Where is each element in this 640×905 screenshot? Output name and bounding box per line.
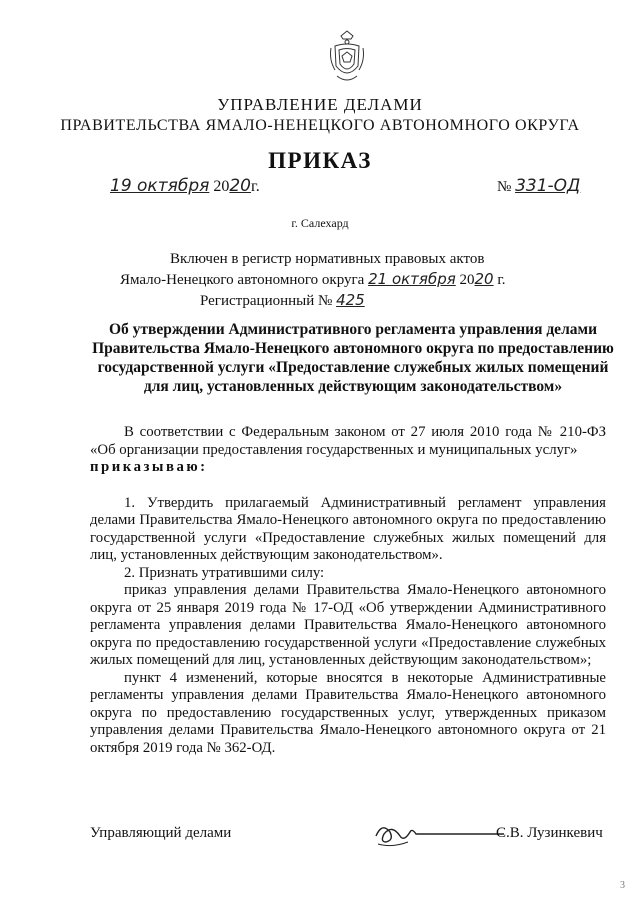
intro-paragraph: В соответствии с Федеральным законом от 27 июля 2010 года № 210-ФЗ «Об организации предоставления государственных и муниципальных услуг» xyxy=(90,424,606,458)
registration-date: 21 октября xyxy=(368,270,456,288)
city: г. Салехард xyxy=(291,216,349,230)
order-word: приказываю: xyxy=(90,459,208,475)
order-date xyxy=(110,176,260,196)
item-1: 1. Утвердить прилагаемый Административный регламент управления делами Правительства Ямало-Ненецкого автономного округа по предоставлению государственной услуги «Предоставление служебных жилых помещений для лиц, установленных действующим законодательством». xyxy=(90,494,606,563)
number-prefix: № xyxy=(497,179,512,195)
registration-line1: Включен в регистр нормативных правовых актов xyxy=(170,251,485,267)
item-2a: приказ управления делами Правительства Ямало-Ненецкого автономного округа от 25 января 2019 года № 17-ОД «Об утверждении Административного регламента управления делами Правительства Ямало-Ненецкого автономного округа по предоставлению государственной услуги «Предоставление служебных жилых помещений для лиц, установленных действующим законодательством»; xyxy=(90,582,606,668)
signer-name: С.В. Лузинкевич xyxy=(496,825,603,841)
handwritten-number: 331-ОД xyxy=(515,176,581,196)
year-prefix: 20 xyxy=(213,178,230,195)
registration-line2: Ямало-Ненецкого автономного округа 21 октября 2020 г. xyxy=(120,270,506,288)
registration-year: 20 xyxy=(474,270,494,288)
order-number xyxy=(497,176,580,196)
page-mark: 3 xyxy=(620,880,625,891)
registration-number: 425 xyxy=(336,291,365,309)
organization-name-line1: УПРАВЛЕНИЕ ДЕЛАМИ xyxy=(217,95,423,114)
registration-stamp xyxy=(120,249,610,311)
item-2: 2. Признать утратившими силу: xyxy=(124,564,325,581)
handwritten-signature xyxy=(372,814,512,854)
document-title: ПРИКАЗ xyxy=(268,148,372,173)
signer-position: Управляющий делами xyxy=(90,825,232,841)
organization-name-line2: ПРАВИТЕЛЬСТВА ЯМАЛО-НЕНЕЦКОГО АВТОНОМНОГО ОКРУГА xyxy=(60,117,580,134)
item-2b: пункт 4 изменений, которые вносятся в некоторые Административные регламенты управления делами Правительства Ямало-Ненецкого автономного округа по предоставлению государственных услуг, утвержденных приказом управления делами Правительства Ямало-Ненецкого автономного округа от 21 октября 2019 года № 362-ОД. xyxy=(90,669,606,756)
handwritten-year: 20 xyxy=(229,176,251,196)
year-suffix: г. xyxy=(250,178,260,195)
coat-of-arms-emblem xyxy=(327,30,367,85)
registration-line3: Регистрационный № 425 xyxy=(200,291,365,309)
order-subject: Об утверждении Административного регламента управления делами Правительства Ямало-Ненецкого автономного округа по предоставлению государственной услуги «Предоставление служебных жилых помещений для лиц, установленных действующим законодательством» xyxy=(92,321,614,395)
handwritten-date: 19 октября xyxy=(110,176,210,196)
order-body xyxy=(90,424,606,757)
